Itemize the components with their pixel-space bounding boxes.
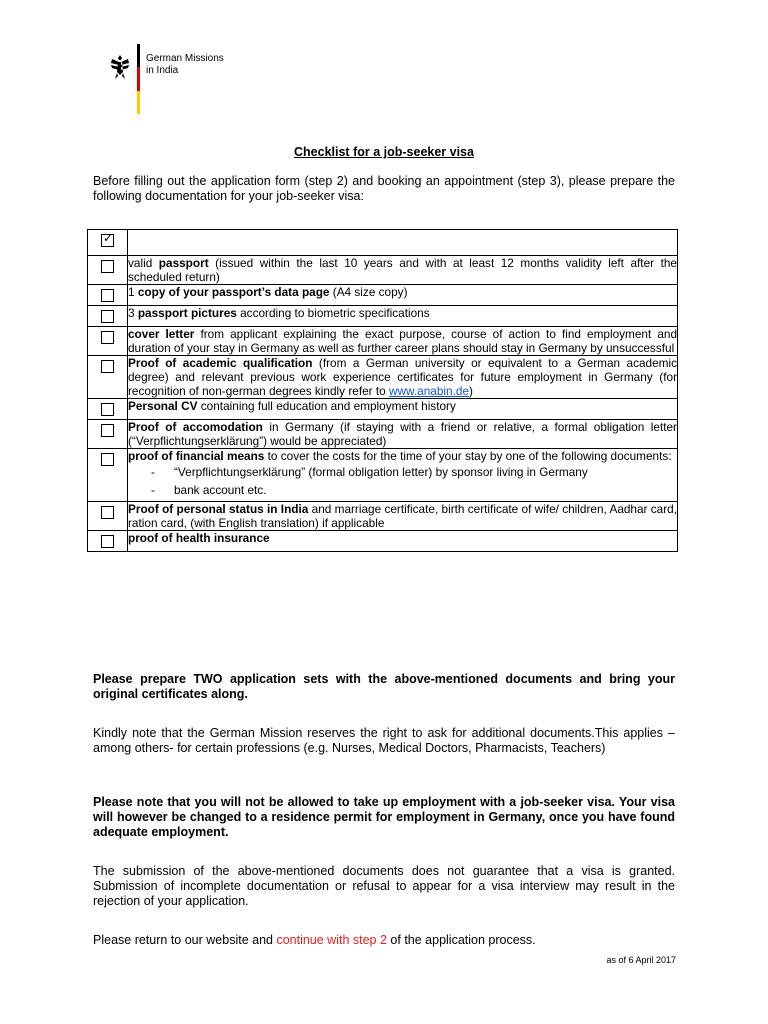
checkbox-financial[interactable] (101, 453, 114, 466)
employment-note-paragraph: Please note that you will not be allowed to take up employment with a job-seeker visa. Your visa will however be changed to a residence permit for employment in Germany, once you have found adequate employment. (93, 795, 675, 839)
checkbox-cv[interactable] (101, 403, 114, 416)
checkbox-passport-copy[interactable] (101, 289, 114, 302)
checkbox-passport[interactable] (101, 260, 114, 273)
checklist-row-cover-letter: cover letter from applicant explaining the exact purpose, course of action to find employment and duration of your stay in Germany as well as further career plans should stay in Germany by unsuccessful (88, 327, 678, 356)
checkbox-personal-status[interactable] (101, 506, 114, 519)
checkbox-pictures[interactable] (101, 310, 114, 323)
checklist-table (87, 229, 678, 552)
logo-line-2: in India (146, 65, 179, 76)
anabin-link[interactable]: www.anabin.de (389, 384, 470, 398)
page-title: Checklist for a job-seeker visa (294, 145, 474, 159)
checklist-row-financial: proof of financial means to cover the costs for the time of your stay by one of the following documents: - “Verpflichtungserklärung” (formal obligation letter) by sponsor living in Germany - bank account etc. (88, 449, 678, 502)
return-website-paragraph: Please return to our website and continue with step 2 of the application process. (93, 933, 536, 947)
financial-sublist (128, 465, 677, 497)
checked-box-icon (101, 234, 114, 247)
flag-bar (137, 44, 140, 114)
checklist-row-accommodation: Proof of accomodation in Germany (if staying with a friend or relative, a formal obligation letter (“Verpflichtungserklärung”) would be appreciated) (88, 420, 678, 449)
checklist-row-passport-copy: 1 copy of your passport’s data page (A4 size copy) (88, 285, 678, 306)
continue-step-2-link[interactable]: continue with step 2 (276, 933, 387, 947)
item-bold: passport (158, 256, 209, 270)
checklist-row-cv: Personal CV containing full education and employment history (88, 399, 678, 420)
checklist-row-passport: valid passport (issued within the last 10 years and with at least 12 months validity left after the scheduled return) (88, 256, 678, 285)
additional-documents-paragraph: Kindly note that the German Mission reserves the right to ask for additional documents.This applies –among others- for certain professions (e.g. Nurses, Medical Doctors, Pharmacists, Teachers) (93, 726, 675, 755)
checklist-row-personal-status: Proof of personal status in India and marriage certificate, birth certificate of wife/ children, Aadhar card, ration card, (with English translation) if applicable (88, 502, 678, 531)
list-item: - “Verpflichtungserklärung” (formal obligation letter) by sponsor living in Germany (128, 465, 677, 479)
checklist-row-health-insurance: proof of health insurance (88, 531, 678, 552)
submission-note-paragraph: The submission of the above-mentioned documents does not guarantee that a visa is granted. Submission of incomplete documentation or refusal to appear for a visa interview may result in the rejection of your application. (93, 864, 675, 908)
federal-eagle-icon (108, 54, 132, 80)
as-of-date: as of 6 April 2017 (606, 955, 676, 965)
checkbox-health-insurance[interactable] (101, 535, 114, 548)
checklist-row-pictures: 3 passport pictures according to biometric specifications (88, 306, 678, 327)
checklist-row-academic: Proof of academic qualification (from a German university or equivalent to a German academic degree) and relevant previous work experience certificates for future employment in Germany (for recognition of non-german degrees kindly refer to www.anabin.de) (88, 356, 678, 399)
two-sets-paragraph: Please prepare TWO application sets with the above-mentioned documents and bring your original certificates along. (93, 672, 675, 701)
checklist-header-row (88, 230, 678, 256)
intro-paragraph: Before filling out the application form (step 2) and booking an appointment (step 3), please prepare the following documentation for your job-seeker visa: (93, 174, 675, 203)
checkbox-academic[interactable] (101, 360, 114, 373)
checkbox-accommodation[interactable] (101, 424, 114, 437)
list-item: - bank account etc. (128, 483, 677, 497)
logo-line-1: German Missions (146, 53, 224, 64)
checkbox-cover-letter[interactable] (101, 331, 114, 344)
logo-text (146, 53, 286, 77)
